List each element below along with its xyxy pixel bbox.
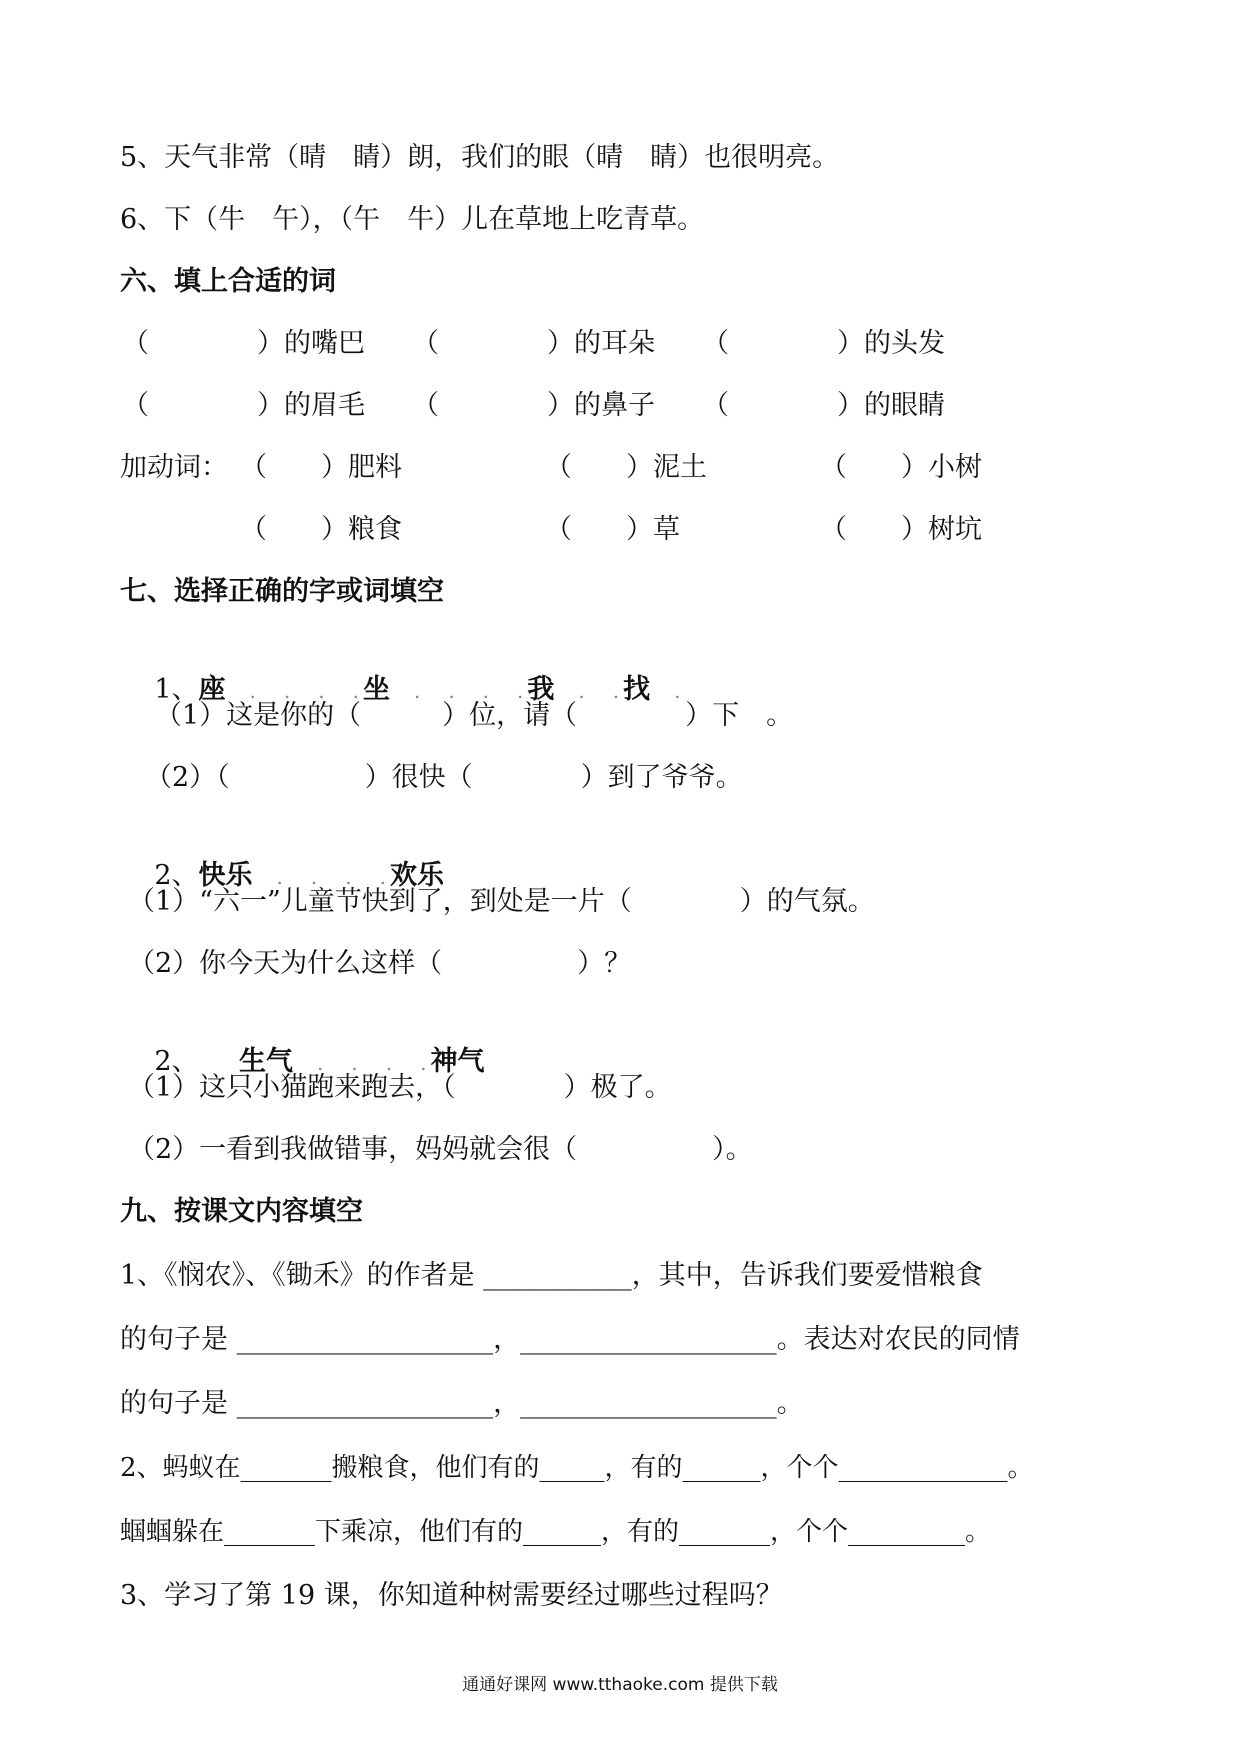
group-2-words: 2、快乐 . . . .欢乐: [154, 860, 444, 891]
fill-word-5: （ ）的鼻子: [412, 390, 655, 421]
group-2-q2: （2）你今天为什么这样（ ）？: [128, 948, 632, 979]
verb-fill-5: （ ）草: [545, 514, 680, 545]
word-option: 坐: [362, 674, 390, 705]
word-option: 生气: [239, 1046, 294, 1077]
word-option: 座: [198, 674, 226, 705]
group-1-num: 1、: [154, 674, 199, 705]
verb-fill-4: （ ）粮食: [240, 514, 402, 545]
word-option: 我: [527, 674, 555, 705]
poem-line-3: 的句子是 ___________________，___________________。: [120, 1388, 804, 1419]
group-2-num: 2、: [154, 860, 199, 891]
group-1-words: 1、座 . . . .坐 . . . .我 . .找 .: [154, 674, 685, 705]
group-3-q1: （1）这只小猫跑来跑去，（ ）极了。: [128, 1072, 672, 1103]
question-3: 3、学习了第 19 课，你知道种树需要经过哪些过程吗？: [120, 1580, 783, 1611]
section-7-title: 七、选择正确的字或词填空: [120, 576, 444, 607]
fill-word-3: （ ）的头发: [702, 328, 945, 359]
item-5: 5、天气非常（晴 睛）朗，我们的眼（晴 睛）也很明亮。: [120, 142, 840, 173]
section-6-title: 六、填上合适的词: [120, 266, 336, 297]
item-6: 6、下（牛 午），（午 牛）儿在草地上吃青草。: [120, 204, 705, 235]
cricket-line: 蝈蝈躲在_______下乘凉，他们有的______，有的_______，个个_________。: [120, 1517, 992, 1547]
word-option: 欢乐: [389, 860, 444, 891]
group-3-words: 2、 生气 . . . .神气: [154, 1046, 485, 1077]
word-option: 快乐: [198, 860, 253, 891]
group-1-q2: （2）（ ）很快（ ）到了爷爷。: [145, 762, 743, 793]
section-9-title: 九、按课文内容填空: [120, 1196, 363, 1227]
footer-source: 通通好课网 www.tthaoke.com 提供下载: [462, 1675, 778, 1695]
verb-fill-1: （ ）肥料: [240, 452, 402, 483]
verb-fill-6: （ ）树坑: [820, 514, 982, 545]
group-2-q1: （1）“六一”儿童节快到了，到处是一片（ ）的气氛。: [128, 886, 875, 917]
fill-word-2: （ ）的耳朵: [412, 328, 655, 359]
fill-word-1: （ ）的嘴巴: [122, 328, 365, 359]
verb-fill-3: （ ）小树: [820, 452, 982, 483]
fill-word-4: （ ）的眉毛: [122, 390, 365, 421]
ant-line: 2、蚂蚁在_______搬粮食，他们有的_____，有的______，个个_____________。: [120, 1453, 1034, 1483]
verb-label: 加动词：: [120, 452, 228, 483]
word-option: 神气: [430, 1046, 485, 1077]
poem-line-2: 的句子是 ___________________，___________________。表达对农民的同情: [120, 1324, 1020, 1355]
group-3-num: 2、: [154, 1046, 186, 1077]
poem-line-1: 1、《悯农》、《锄禾》的作者是 ___________，其中，告诉我们要爱惜粮食: [120, 1260, 983, 1291]
group-3-q2: （2）一看到我做错事，妈妈就会很（ ）。: [128, 1134, 753, 1165]
verb-fill-2: （ ）泥土: [545, 452, 707, 483]
fill-word-6: （ ）的眼睛: [702, 390, 945, 421]
group-1-q1: （1）这是你的（ ）位，请（ ）下 。: [155, 700, 794, 731]
word-option: 找: [623, 674, 651, 705]
